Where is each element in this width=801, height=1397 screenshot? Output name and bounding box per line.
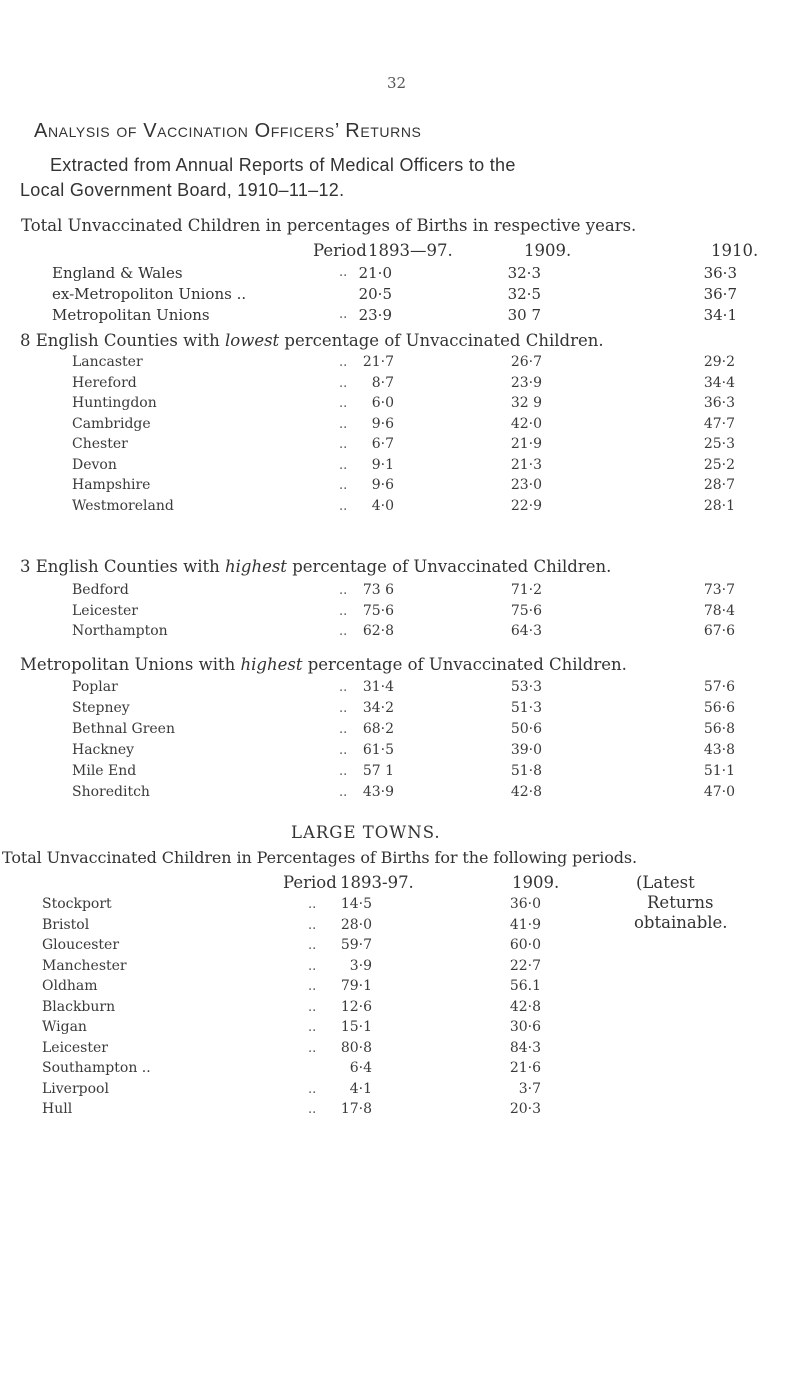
leader-dots: ..	[339, 743, 348, 758]
cell-value: 4·0	[371, 497, 394, 514]
cell-value: 25·3	[703, 436, 735, 452]
row-label: Leicester	[42, 1039, 108, 1056]
cell-value: 32·3	[507, 264, 541, 282]
cell-value: 21·3	[510, 456, 542, 473]
leader-dots: ..	[308, 958, 317, 974]
row-label: Hackney	[72, 742, 135, 758]
cell-value: 30·6	[509, 1019, 541, 1035]
row-label: Huntingdon	[72, 395, 157, 411]
section-2-heading-pre: 8 English Counties with	[20, 331, 225, 350]
subtitle-line-1: Extracted from Annual Reports of Medical Officers to the	[50, 155, 516, 175]
leader-dots: ..	[339, 722, 348, 737]
row-label: Gloucester	[42, 937, 120, 953]
leader-dots: ..	[308, 938, 317, 953]
row-label: Liverpool	[42, 1080, 109, 1097]
leader-dots: ..	[339, 701, 348, 716]
cell-value: 21·9	[510, 436, 542, 452]
cell-value: 30 7	[507, 306, 541, 324]
row-label: Shoreditch	[72, 784, 150, 800]
row-label: Wigan	[42, 1019, 87, 1035]
leader-dots: ..	[339, 416, 348, 432]
cell-value: 23·9	[358, 306, 392, 324]
cell-value: 17·8	[340, 1101, 372, 1117]
leader-dots: ..	[339, 680, 348, 695]
page-title: Analysis of Vaccination Officers’ Returns	[34, 120, 422, 142]
cell-value: 47·7	[703, 415, 735, 432]
cell-value: 67·6	[703, 623, 735, 639]
cell-value: 43·8	[703, 742, 735, 758]
cell-value: 9·6	[371, 477, 394, 493]
leader-dots: ..	[308, 917, 317, 933]
cell-value: 41·9	[509, 916, 541, 933]
cell-value: 22·7	[509, 957, 541, 974]
leader-dots: ..	[308, 1040, 317, 1056]
row-label: Poplar	[72, 679, 118, 695]
row-label: Bedford	[72, 582, 129, 598]
cell-value: 20·5	[358, 285, 392, 303]
section-1-heading: Total Unvaccinated Children in percentages of Births in respective years.	[21, 216, 637, 235]
row-label: Lancaster	[72, 354, 143, 370]
cell-value: 21·0	[358, 264, 392, 282]
row-label: Hampshire	[72, 477, 151, 493]
cell-value: 36·7	[703, 285, 737, 303]
cell-value: 6·0	[371, 395, 394, 411]
leader-dots: ..	[339, 764, 348, 779]
cell-value: 71·2	[510, 582, 542, 598]
row-label: Bristol	[42, 916, 90, 933]
cell-value: 75·6	[362, 602, 394, 619]
cell-value: 34·1	[703, 306, 737, 324]
section-1-col-1910: 1910.	[711, 241, 759, 260]
cell-value: 23·0	[510, 477, 542, 493]
section-2-heading-em: lowest	[224, 331, 280, 350]
cell-value: 29·2	[703, 354, 735, 370]
cell-value: 59·7	[340, 937, 372, 953]
cell-value: 28·7	[703, 477, 735, 493]
cell-value: 36·3	[703, 395, 735, 411]
section-3-heading-em: highest	[224, 557, 287, 576]
cell-value: 57 1	[362, 763, 394, 779]
cell-value: 79·1	[340, 978, 372, 994]
section-2-heading-post: percentage of Unvaccinated Children.	[279, 331, 604, 350]
section-4-heading	[20, 655, 627, 674]
section-1-col-1909: 1909.	[524, 241, 572, 260]
section-5-note-1: (Latest	[636, 873, 695, 892]
leader-dots: ..	[339, 375, 348, 391]
cell-value: 32 9	[510, 395, 542, 411]
row-label: Devon	[72, 456, 117, 473]
subtitle-line-2: Local Government Board, 1910–11–12.	[20, 180, 345, 200]
leader-dots: ..	[339, 785, 348, 800]
leader-dots: ..	[339, 307, 348, 322]
section-5-note-3: obtainable.	[634, 913, 728, 932]
cell-value: 36·0	[509, 896, 541, 912]
row-label: Stockport	[42, 896, 112, 912]
cell-value: 51·1	[703, 763, 735, 779]
row-label: Southampton ..	[42, 1060, 151, 1076]
cell-value: 56.1	[509, 978, 541, 994]
row-label: Leicester	[72, 602, 138, 619]
cell-value: 21·6	[509, 1060, 541, 1076]
cell-value: 20·3	[509, 1101, 541, 1117]
leader-dots: ..	[308, 979, 317, 994]
cell-value: 6·4	[349, 1060, 372, 1076]
section-4-heading-pre: Metropolitan Unions with	[20, 655, 241, 674]
cell-value: 42·8	[510, 784, 542, 800]
row-label: Hereford	[72, 374, 137, 391]
cell-value: 62·8	[362, 623, 394, 639]
cell-value: 34·2	[362, 700, 394, 716]
leader-dots: ..	[308, 897, 317, 912]
row-label: Oldham	[42, 978, 98, 994]
row-label: Stepney	[72, 700, 130, 716]
section-5-title: LARGE TOWNS.	[291, 823, 441, 842]
cell-value: 73 6	[362, 582, 394, 598]
row-label: England & Wales	[52, 264, 183, 282]
row-label: Manchester	[42, 957, 127, 974]
section-5-period-label: Period	[283, 873, 337, 892]
cell-value: 68·2	[362, 721, 394, 737]
leader-dots: ..	[308, 999, 317, 1015]
cell-value: 12·6	[340, 998, 372, 1015]
cell-value: 3·7	[518, 1080, 541, 1097]
section-5-note-2: Returns	[647, 893, 714, 912]
cell-value: 75·6	[510, 602, 542, 619]
cell-value: 14·5	[340, 896, 372, 912]
section-2-heading	[20, 331, 604, 350]
leader-dots: ..	[339, 265, 348, 280]
cell-value: 34·4	[703, 374, 735, 391]
cell-value: 25·2	[703, 456, 735, 473]
cell-value: 56·8	[703, 721, 735, 737]
cell-value: 22·9	[510, 497, 542, 514]
cell-value: 80·8	[340, 1039, 372, 1056]
section-5-heading: Total Unvaccinated Children in Percentages of Births for the following periods.	[2, 848, 638, 867]
cell-value: 8·7	[371, 374, 394, 391]
row-label: Hull	[42, 1101, 73, 1117]
cell-value: 57·6	[703, 679, 735, 695]
leader-dots: ..	[339, 498, 348, 514]
cell-value: 15·1	[340, 1019, 372, 1035]
cell-value: 36·3	[703, 264, 737, 282]
cell-value: 26·7	[510, 354, 542, 370]
cell-value: 4·1	[349, 1080, 372, 1097]
cell-value: 51·3	[510, 700, 542, 716]
row-label: ex-Metropoliton Unions ..	[52, 285, 247, 303]
leader-dots: ..	[339, 624, 348, 639]
cell-value: 73·7	[703, 582, 735, 598]
leader-dots: ..	[308, 1020, 317, 1035]
cell-value: 28·1	[703, 497, 735, 514]
leader-dots: ..	[308, 1102, 317, 1117]
row-label: Chester	[72, 436, 128, 452]
row-label: Blackburn	[42, 998, 116, 1015]
cell-value: 47·0	[703, 784, 735, 800]
cell-value: 60·0	[509, 937, 541, 953]
leader-dots: ..	[339, 396, 348, 411]
cell-value: 42·8	[509, 998, 541, 1015]
row-label: Westmoreland	[72, 497, 174, 514]
row-label: Mile End	[72, 763, 137, 779]
leader-dots: ..	[339, 478, 348, 493]
cell-value: 31·4	[362, 679, 394, 695]
leader-dots: ..	[339, 355, 348, 370]
section-3-heading-pre: 3 English Counties with	[20, 557, 225, 576]
section-4-heading-post: percentage of Unvaccinated Children.	[302, 655, 627, 674]
cell-value: 64·3	[510, 623, 542, 639]
row-label: Northampton	[72, 623, 168, 639]
cell-value: 53·3	[510, 679, 542, 695]
leader-dots: ..	[339, 457, 348, 473]
section-4-heading-em: highest	[240, 655, 303, 674]
cell-value: 9·6	[371, 415, 394, 432]
section-1-col-1893: 1893—97.	[368, 241, 453, 260]
leader-dots: ..	[339, 603, 348, 619]
page-number: 32	[387, 74, 407, 92]
leader-dots: ..	[339, 583, 348, 598]
section-5-col-1893: 1893-97.	[340, 873, 414, 892]
section-5-col-1909: 1909.	[512, 873, 560, 892]
section-1-period-label: Period	[313, 241, 367, 260]
row-label: Bethnal Green	[72, 721, 175, 737]
section-3-heading-post: percentage of Unvaccinated Children.	[286, 557, 612, 576]
leader-dots: ..	[339, 437, 348, 452]
row-label: Metropolitan Unions	[52, 306, 210, 324]
cell-value: 39·0	[510, 742, 542, 758]
cell-value: 61·5	[362, 742, 394, 758]
cell-value: 78·4	[703, 602, 735, 619]
cell-value: 28·0	[340, 916, 372, 933]
cell-value: 21·7	[362, 354, 394, 370]
leader-dots: ..	[308, 1081, 317, 1097]
cell-value: 84·3	[509, 1039, 541, 1056]
section-3-heading	[20, 557, 611, 576]
cell-value: 42·0	[510, 415, 542, 432]
cell-value: 9·1	[371, 456, 394, 473]
cell-value: 51·8	[510, 763, 542, 779]
cell-value: 3·9	[349, 957, 372, 974]
cell-value: 50·6	[510, 721, 542, 737]
cell-value: 32·5	[507, 285, 541, 303]
row-label: Cambridge	[72, 415, 151, 432]
cell-value: 56·6	[703, 700, 735, 716]
cell-value: 6·7	[371, 436, 394, 452]
cell-value: 43·9	[362, 784, 394, 800]
cell-value: 23·9	[510, 374, 542, 391]
